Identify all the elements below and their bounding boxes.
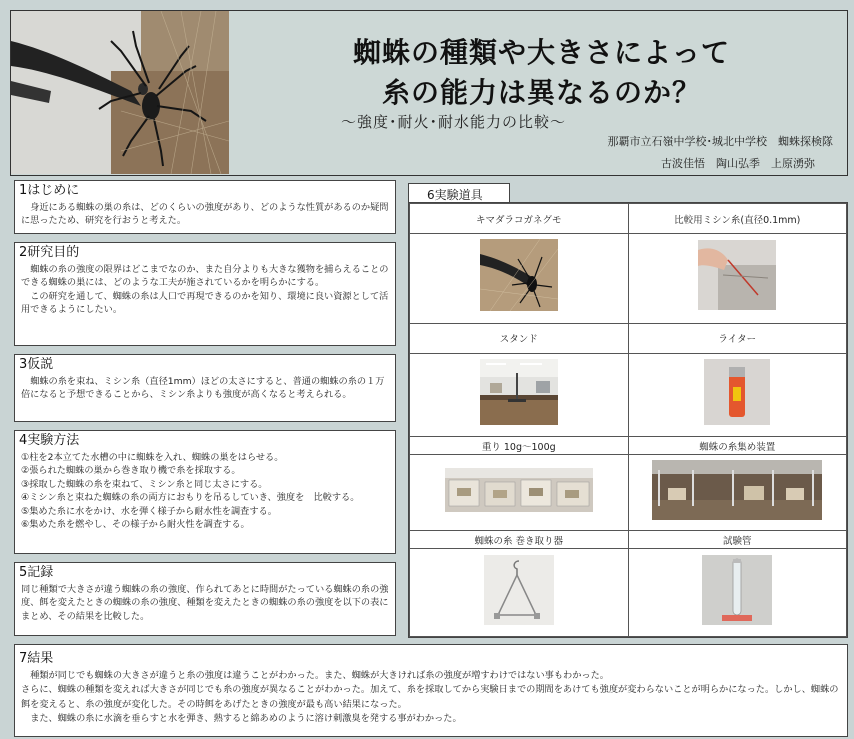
- poster-title-line1: 蜘蛛の種類や大きさによって: [352, 36, 730, 69]
- tool-label: 蜘蛛の糸 巻き取り器: [410, 531, 629, 549]
- test-tube-photo: [702, 555, 772, 628]
- tool-label: 試験管: [628, 531, 847, 549]
- results-line: また、蜘蛛の糸に水滴を垂らすと水を弾き、熱すると綿あめのように溶け刺激臭を発する事がわかった。: [30, 712, 462, 724]
- tool-photo-cell: [410, 455, 629, 531]
- method-step: ②張られた蜘蛛の巣から巻き取り機で糸を採取する。: [21, 465, 241, 477]
- tool-photo-cell: [628, 353, 847, 436]
- tool-photo-cell: [410, 549, 629, 637]
- section-record-title: 5記録: [19, 565, 54, 580]
- stand-photo: [480, 359, 558, 428]
- section-record: [14, 562, 396, 636]
- tool-label: 重り 10g～100g: [410, 437, 629, 455]
- poster-subtitle: ～強度･耐火･耐水能力の比較～: [341, 113, 567, 131]
- tool-label: ライター: [628, 323, 847, 353]
- section-hypothesis-title: 3仮説: [19, 357, 54, 372]
- thread-photo: [698, 240, 776, 313]
- results-line: 種類が同じでも蜘蛛の大きさが違うと糸の強度は違うことがわかった。また、蜘蛛が大きければ糸の強度が増すわけではない事もわかった。: [30, 670, 609, 682]
- purpose-paragraph-1: 蜘蛛の糸の強度の限界はどこまでなのか、また自分よりも大きな獲物を捕らえることのできる蜘蛛の巣には、どのような工夫が施されているかを明らかにする。: [21, 263, 389, 289]
- tool-photo-cell: [410, 234, 629, 324]
- tool-photo-cell: [628, 549, 847, 637]
- poster: [4, 4, 850, 735]
- record-body: 同じ種類で大きさが違う蜘蛛の糸の強度、作られてあとに時間がたっている蜘蛛の糸の強度、餌を変えたときの蜘蛛の糸の強度、種類を変えたときの蜘蛛の糸の強度を以下の表にまとめ、その結果を比較した。: [21, 583, 389, 622]
- section-tools-title: 6実験道具: [408, 183, 510, 203]
- method-step: ⑤集めた糸に水をかけ、水を弾く様子から耐水性を調査する。: [21, 505, 277, 517]
- hypothesis-body: 蜘蛛の糸を束ね、ミシン糸（直径1mm）ほどの太さにすると、普通の蜘蛛の糸の１万倍になると予想できることから、ミシン糸よりも強度が高くなると考えられる。: [21, 375, 385, 401]
- poster-header: [10, 10, 848, 176]
- tool-label: キマダラコガネグモ: [410, 204, 629, 234]
- section-results: [14, 644, 848, 737]
- method-step: ③採取した蜘蛛の糸を束ねて、ミシン糸と同じ太さにする。: [21, 478, 268, 490]
- method-step: ⑥集めた糸を燃やし、その様子から耐火性を調査する。: [21, 519, 250, 531]
- purpose-paragraph-2: この研究を通して、蜘蛛の糸は人口で再現できるのかを知り、環境に良い資源として活用できるようにしたい。: [21, 290, 389, 316]
- method-step: ①柱を2本立てた水槽の中に蜘蛛を入れ、蜘蛛の巣をはらせる。: [21, 451, 284, 463]
- winder-photo: [484, 555, 554, 628]
- tool-photo-cell: [410, 353, 629, 436]
- tool-label: 蜘蛛の糸集め装置: [628, 437, 847, 455]
- spider-header-photo: [11, 11, 229, 174]
- section-purpose-title: 2研究目的: [19, 245, 80, 260]
- results-line: さらに、蜘蛛の種類を変えれば大きさが同じでも糸の強度が異なることがわかった。加えて、糸を採取してから実験日までの期間をあけても強度が変わらないことが明らかになった。しかし、蜘蛛の餌を変えると、糸の強度が変化した。その時餌をあげたときの強度が最も高い結果になった。: [21, 684, 839, 710]
- section-method: [14, 430, 396, 554]
- section-tools-table: [408, 202, 848, 638]
- section-intro: [14, 180, 396, 234]
- weights-photo: [445, 468, 593, 515]
- school-names: 那覇市立石嶺中学校･城北中学校 蜘蛛探検隊: [607, 135, 833, 148]
- collector-photo: [652, 460, 822, 523]
- poster-title-line2: 糸の能力は異なるのか？: [381, 76, 701, 109]
- tool-label: スタンド: [410, 323, 629, 353]
- section-results-title: 7結果: [19, 651, 54, 666]
- lighter-photo: [704, 359, 770, 428]
- section-method-title: 4実験方法: [19, 433, 80, 448]
- section-hypothesis: [14, 354, 396, 422]
- section-purpose: [14, 242, 396, 346]
- tool-label: 比較用ミシン糸(直径0.1mm): [628, 204, 847, 234]
- tool-photo-cell: [628, 455, 847, 531]
- method-step: ④ミシン糸と束ねた蜘蛛の糸の両方におもりを吊るしていき、強度を 比較する。: [21, 492, 360, 504]
- tool-photo-cell: [628, 234, 847, 324]
- section-intro-body: 身近にある蜘蛛の巣の糸は、どのくらいの強度があり、どのような性質があるのか疑問に思ったため、研究を行おうと考えた。: [21, 201, 389, 227]
- author-names: 古波佳悟 陶山弘季 上原湧弥: [661, 157, 815, 170]
- section-intro-title: 1はじめに: [19, 183, 80, 198]
- spider-photo: [480, 239, 558, 314]
